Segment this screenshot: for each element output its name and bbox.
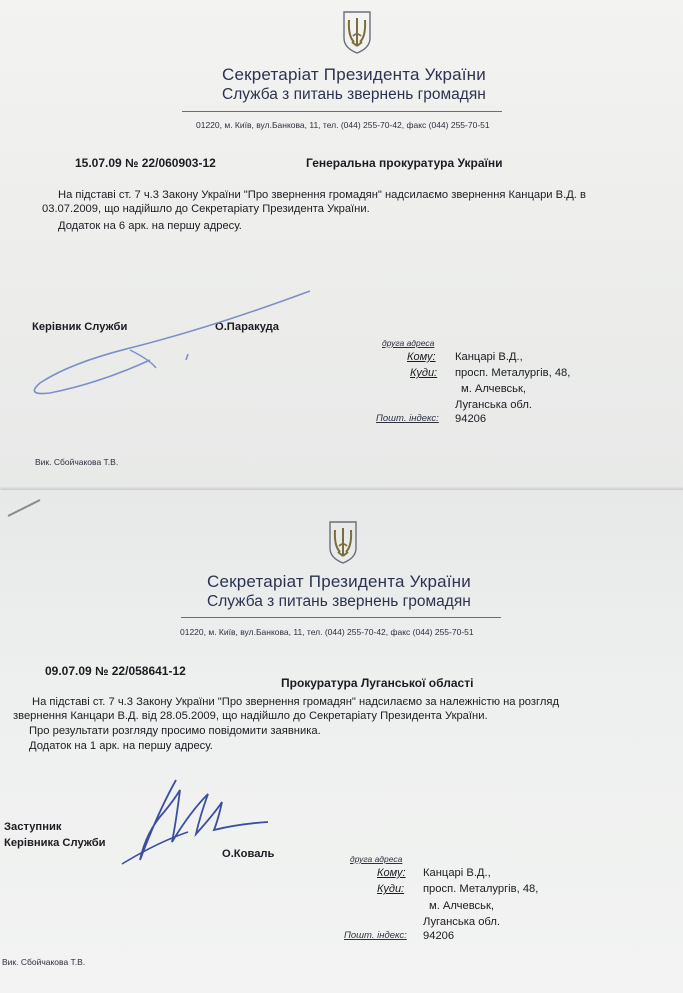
org-title: Секретаріат Президента України	[207, 572, 471, 591]
to-label: Кому:	[377, 867, 406, 879]
to-value: Канцарі В.Д.,	[455, 351, 523, 363]
zip-label: Пошт. індекс:	[344, 930, 407, 941]
org-subtitle: Служба з питань звернень громадян	[207, 593, 471, 610]
letterhead-divider	[182, 111, 502, 112]
where-line: Луганська обл.	[423, 916, 500, 928]
signer-name: О.Коваль	[222, 848, 275, 860]
recipient-name: Прокуратура Луганської області	[281, 676, 474, 690]
letter-sheet-2	[0, 490, 683, 993]
trident-emblem-icon	[342, 10, 372, 54]
body-line: 03.07.2009, що надійшло до Секретаріату Президента України.	[42, 203, 370, 215]
org-address-line: 01220, м. Київ, вул.Банкова, 11, тел. (044) 255-70-42, факс (044) 255-70-51	[196, 120, 490, 130]
second-address-heading: друга адреса	[350, 854, 403, 864]
signer-name: О.Паракуда	[215, 321, 279, 333]
trident-emblem-icon	[328, 520, 358, 564]
signature-icon	[10, 288, 320, 403]
to-label: Кому:	[407, 351, 436, 363]
body-line: Додаток на 6 арк. на першу адресу.	[58, 220, 242, 232]
to-value: Канцарі В.Д.,	[423, 867, 491, 879]
document-reference: 15.07.09 № 22/060903-12	[75, 156, 216, 170]
where-label: Куди:	[377, 883, 405, 895]
signer-title: Керівника Служби	[4, 837, 106, 849]
letterhead-divider	[181, 617, 501, 618]
where-line: просп. Металургів, 48,	[423, 883, 539, 895]
executor-note: Вик. Сбойчакова Т.В.	[35, 457, 119, 467]
second-address-heading: друга адреса	[382, 338, 435, 348]
body-line: На підставі ст. 7 ч.3 Закону України "Про звернення громадян" надсилаємо звернення Канцари В.Д. в	[58, 189, 586, 201]
signer-title: Керівник Служби	[32, 321, 128, 333]
where-line: Луганська обл.	[455, 399, 532, 411]
signer-title: Заступник	[4, 821, 62, 833]
zip-value: 94206	[423, 930, 455, 942]
body-line: Додаток на 1 арк. на першу адресу.	[29, 740, 213, 752]
pencil-mark	[6, 498, 42, 523]
org-subtitle: Служба з питань звернень громадян	[222, 86, 486, 103]
zip-label: Пошт. індекс:	[376, 413, 439, 424]
zip-value: 94206	[455, 413, 487, 425]
org-address-line: 01220, м. Київ, вул.Банкова, 11, тел. (044) 255-70-42, факс (044) 255-70-51	[180, 627, 474, 637]
org-title: Секретаріат Президента України	[222, 65, 486, 84]
document-reference: 09.07.09 № 22/058641-12	[45, 664, 186, 678]
recipient-name: Генеральна прокуратура України	[306, 156, 503, 170]
where-line: м. Алчевськ,	[429, 900, 494, 912]
where-line: просп. Металургів, 48,	[455, 367, 571, 379]
executor-note: Вик. Сбойчакова Т.В.	[2, 957, 86, 967]
body-line: На підставі ст. 7 ч.3 Закону України "Про звернення громадян" надсилаємо за належністю на розгляд	[32, 696, 559, 708]
where-line: м. Алчевськ,	[461, 383, 526, 395]
where-label: Куди:	[410, 367, 438, 379]
body-line: Про результати розгляду просимо повідомити заявника.	[29, 725, 321, 737]
body-line: звернення Канцари В.Д. від 28.05.2009, що надійшло до Секретаріату Президента України.	[13, 710, 488, 722]
